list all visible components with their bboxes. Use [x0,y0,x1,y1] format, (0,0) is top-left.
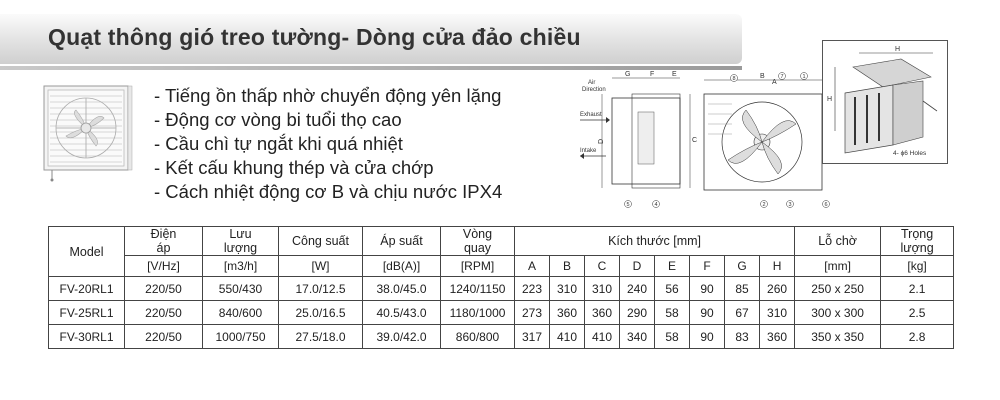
feature-item: - Kết cấu khung thép và cửa chớp [154,157,434,178]
exhaust-label: Exhaust [580,112,602,118]
hole-cell: 300 x 300 [795,301,881,325]
rpm-cell: 860/800 [441,325,515,349]
page-title: Quạt thông gió treo tường- Dòng cửa đảo chiều [48,24,581,50]
table-row [49,301,954,325]
model-cell: FV-30RL1 [49,325,125,349]
dim-cell: 85 [725,277,760,301]
dim-cell: 90 [690,301,725,325]
air-direction-label: Direction [582,87,606,93]
dim-cell: 360 [760,325,795,349]
table-unit-row [49,256,954,277]
power-cell: 27.5/18.0 [279,325,363,349]
dimensions-header: Kích thước [mm] [515,227,795,256]
weight-cell: 2.5 [881,301,954,325]
flow-unit: [m3/h] [203,256,279,277]
dim-cell: 290 [620,301,655,325]
dim-d-label: D [598,138,605,144]
dim-col-header: F [690,256,725,277]
voltage-unit: [V/Hz] [125,256,203,277]
dim-cell: 310 [760,301,795,325]
dim-col-header: A [515,256,550,277]
dim-cell: 260 [760,277,795,301]
feature-item: - Cách nhiệt động cơ B và chịu nước IPX4 [154,181,503,202]
dim-cell: 58 [655,325,690,349]
weight-unit: [kg] [881,256,954,277]
power-cell: 17.0/12.5 [279,277,363,301]
dim-cell: 90 [690,325,725,349]
callout-label: 6 [824,202,828,208]
dim-cell: 360 [585,301,620,325]
voltage-cell: 220/50 [125,301,203,325]
dim-cell: 58 [655,301,690,325]
noise-cell: 39.0/42.0 [363,325,441,349]
spec-table [48,226,954,349]
rpm-cell: 1180/1000 [441,301,515,325]
table-header-row [49,227,954,256]
callout-label: 4 [654,202,658,208]
dim-col-header: H [760,256,795,277]
hole-header: Lỗ chờ [795,227,881,256]
callout-label: 5 [626,202,630,208]
dim-cell: 223 [515,277,550,301]
dim-c-label: C [692,137,698,144]
callout-label: 7 [780,74,784,80]
hole-cell: 350 x 350 [795,325,881,349]
rpm-unit: [RPM] [441,256,515,277]
hole-cell: 250 x 250 [795,277,881,301]
dim-cell: 360 [550,301,585,325]
dim-cell: 273 [515,301,550,325]
callout-label: 2 [762,202,766,208]
dim-cell: 310 [550,277,585,301]
noise-cell: 38.0/45.0 [363,277,441,301]
dim-col-header: D [620,256,655,277]
weight-header: Trọng lượng [881,227,954,256]
dim-cell: 410 [550,325,585,349]
dim-col-header: B [550,256,585,277]
dim-cell: 340 [620,325,655,349]
dim-cell: 410 [585,325,620,349]
rpm-header: Vòng quay [441,227,515,256]
dim-cell: 83 [725,325,760,349]
voltage-cell: 220/50 [125,325,203,349]
feature-item: - Tiếng ồn thấp nhờ chuyển động yên lặng [154,85,502,106]
feature-list [154,84,502,204]
installation-photo [822,40,948,164]
air-direction-label: Air [588,80,596,86]
flow-header: Lưu lượng [203,227,279,256]
flow-cell: 550/430 [203,277,279,301]
table-row [49,325,954,349]
dim-cell: 240 [620,277,655,301]
dim-f-label: F [650,71,655,78]
dim-cell: 56 [655,277,690,301]
dim-e-label: E [672,71,677,78]
power-unit: [W] [279,256,363,277]
noise-unit: [dB(A)] [363,256,441,277]
dim-cell: 67 [725,301,760,325]
dim-col-header: C [585,256,620,277]
model-cell: FV-25RL1 [49,301,125,325]
noise-cell: 40.5/43.0 [363,301,441,325]
weight-cell: 2.8 [881,325,954,349]
model-cell: FV-20RL1 [49,277,125,301]
dim-cell: 310 [585,277,620,301]
weight-cell: 2.1 [881,277,954,301]
callout-label: 3 [788,202,792,208]
dim-col-header: G [725,256,760,277]
power-cell: 25.0/16.5 [279,301,363,325]
intake-label: Intake [580,148,597,154]
hole-unit: [mm] [795,256,881,277]
dim-h-label: H [827,96,833,103]
voltage-header: Điện áp [125,227,203,256]
callout-label: 1 [802,74,806,80]
flow-cell: 840/600 [203,301,279,325]
rpm-cell: 1240/1150 [441,277,515,301]
model-header: Model [49,227,125,277]
feature-item: - Cầu chì tự ngắt khi quá nhiệt [154,133,403,154]
flow-cell: 1000/750 [203,325,279,349]
dim-cell: 317 [515,325,550,349]
dim-b-label: B [760,73,765,80]
noise-header: Áp suất [363,227,441,256]
fan-product-image [38,82,138,182]
holes-label: 4- ϕ6 Holes [893,150,927,157]
power-header: Công suất [279,227,363,256]
dim-h-label: H [895,46,901,53]
dimension-diagram [572,64,837,214]
dim-a-label: A [772,79,777,86]
callout-label: 8 [732,76,736,82]
voltage-cell: 220/50 [125,277,203,301]
feature-item: - Động cơ vòng bi tuổi thọ cao [154,109,402,130]
dim-cell: 90 [690,277,725,301]
dim-g-label: G [625,71,631,78]
dim-col-header: E [655,256,690,277]
table-row [49,277,954,301]
